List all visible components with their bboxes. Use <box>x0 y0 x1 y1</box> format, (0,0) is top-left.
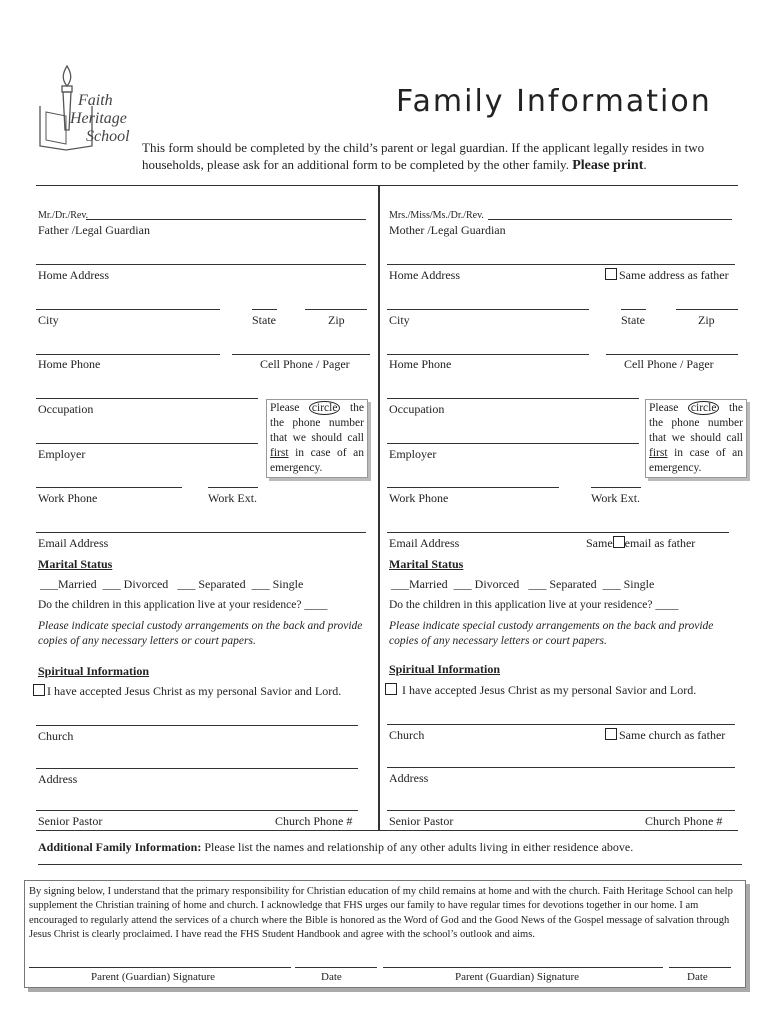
father-occupation-label: Occupation <box>38 402 94 416</box>
intro-please-print: Please print <box>572 158 644 173</box>
father-church-field[interactable] <box>36 725 358 726</box>
mother-home-phone-field[interactable] <box>387 354 589 355</box>
father-state-field[interactable] <box>252 309 277 310</box>
mother-role: Mother /Legal Guardian <box>389 223 506 237</box>
page-title: Family Information <box>396 84 712 119</box>
father-home-address-label: Home Address <box>38 268 109 282</box>
same-email-pre: Same <box>586 536 613 550</box>
mother-divorced-option[interactable]: ___ Divorced <box>453 577 520 591</box>
date-2-field[interactable] <box>669 967 731 968</box>
mother-zip-field[interactable] <box>676 309 738 310</box>
callout-text-1: Please <box>649 402 679 414</box>
father-address-field[interactable] <box>36 264 366 265</box>
father-church-address-field[interactable] <box>36 768 358 769</box>
mother-city-label: City <box>389 313 410 327</box>
mother-accepted-label: I have accepted Jesus Christ as my personal Savior and Lord. <box>402 683 697 697</box>
mother-prefix: Mrs./Miss/Ms./Dr./Rev. <box>389 210 484 221</box>
father-work-ext-field[interactable] <box>208 487 258 488</box>
father-church-label: Church <box>38 729 74 743</box>
mother-city-field[interactable] <box>387 309 589 310</box>
column-divider <box>378 185 380 830</box>
mother-church-address-field[interactable] <box>387 767 735 768</box>
same-address-checkbox[interactable] <box>605 268 617 280</box>
mother-cell-phone-field[interactable] <box>606 354 738 355</box>
additional-info-field[interactable] <box>38 864 742 865</box>
mother-marital-heading: Marital Status <box>389 557 464 571</box>
father-separated-option[interactable]: ___ Separated <box>177 577 246 591</box>
father-email-field[interactable] <box>36 532 366 533</box>
section-rule <box>36 830 738 831</box>
callout-text-3: in case of an emergency. <box>270 447 364 474</box>
intro-body: This form should be completed by the child’s parent or legal guardian. If the applicant legally resides in two households, please ask for an additional form to be completed by the other family. <box>142 140 705 172</box>
father-home-phone-label: Home Phone <box>38 357 101 371</box>
father-spiritual-heading: Spiritual Information <box>38 664 150 678</box>
mother-work-phone-label: Work Phone <box>389 491 449 505</box>
same-email-checkbox[interactable] <box>613 536 625 548</box>
father-prefix: Mr./Dr./Rev. <box>38 210 89 221</box>
circle-word: circle <box>688 401 720 415</box>
mother-emergency-callout: Please circle the the phone number that we should call first in case of an emergency. <box>645 399 747 478</box>
additional-info <box>38 840 633 855</box>
same-church-checkbox[interactable] <box>605 728 617 740</box>
mother-work-phone-field[interactable] <box>387 487 559 488</box>
mother-spiritual-heading: Spiritual Information <box>389 662 501 676</box>
father-zip-field[interactable] <box>305 309 367 310</box>
father-occupation-field[interactable] <box>36 398 258 399</box>
father-accepted-label: I have accepted Jesus Christ as my personal Savior and Lord. <box>47 684 342 698</box>
father-role: Father /Legal Guardian <box>38 223 150 237</box>
mother-work-ext-field[interactable] <box>591 487 641 488</box>
mother-same-email <box>586 536 695 551</box>
mother-zip-label: Zip <box>698 313 715 327</box>
mother-state-label: State <box>621 313 645 327</box>
mother-custody-note: Please indicate special custody arrangements on the back and provide copies of any necessary letters or court papers. <box>389 620 714 647</box>
agreement-box <box>24 880 746 988</box>
mother-employer-label: Employer <box>389 447 437 461</box>
additional-info-text: Please list the names and relationship of any other adults living in either residence above. <box>204 840 634 854</box>
father-accepted-checkbox[interactable] <box>33 684 45 696</box>
father-name-field[interactable] <box>86 219 366 220</box>
callout-text-1: Please <box>270 402 300 414</box>
date-1-label: Date <box>321 971 342 983</box>
mother-address-field[interactable] <box>387 264 735 265</box>
mother-employer-field[interactable] <box>387 443 639 444</box>
callout-text-2: the phone number that we should call <box>270 417 364 444</box>
intro-text: This form should be completed by the child’s parent or legal guardian. If the applicant legally resides in two households, please ask for an additional form to be completed by the other family. Please print. <box>142 140 705 173</box>
mother-accepted <box>385 683 696 698</box>
father-city-label: City <box>38 313 59 327</box>
callout-first: first <box>270 447 289 459</box>
mother-same-church <box>605 728 725 743</box>
father-employer-label: Employer <box>38 447 86 461</box>
mother-home-address-label: Home Address <box>389 268 460 282</box>
father-work-phone-label: Work Phone <box>38 491 98 505</box>
mother-church-phone-label: Church Phone # <box>645 814 723 828</box>
logo-line-3: School <box>86 128 130 145</box>
agreement-text: By signing below, I understand that the primary responsibility for Christian education of my child remains at home and with the church. Faith Heritage School can help supplement the Christian training of home and church. I acknowledge that FHS urges our family to have regular times for devotions together in our home. I am encouraged to regularly attend the services of a church where the Bible is honored as the Word of God and the Good News of the Gospel message of salvation through Jesus Christ is clearly proclaimed. I have read the FHS Student Handbook and agree with the school’s outlook and aims. <box>29 886 733 940</box>
father-church-address-label: Address <box>38 772 78 786</box>
callout-first: first <box>649 447 668 459</box>
mother-single-option[interactable]: ___ Single <box>602 577 655 591</box>
logo-line-1: Faith <box>78 92 113 109</box>
father-married-option[interactable]: ___Married <box>40 577 97 591</box>
father-custody-note: Please indicate special custody arrangements on the back and provide copies of any necessary letters or court papers. <box>38 620 363 647</box>
same-church-label: Same church as father <box>619 728 726 742</box>
father-work-phone-field[interactable] <box>36 487 182 488</box>
same-email-label: email as father <box>624 536 696 550</box>
signature-1-label: Parent (Guardian) Signature <box>91 971 216 983</box>
callout-text-3: in case of an emergency. <box>649 447 743 474</box>
signature-2-field[interactable] <box>383 967 663 968</box>
father-divorced-option[interactable]: ___ Divorced <box>102 577 169 591</box>
mother-separated-option[interactable]: ___ Separated <box>528 577 597 591</box>
father-marital-options <box>40 577 303 592</box>
father-church-phone-label: Church Phone # <box>275 814 353 828</box>
same-address-label: Same address as father <box>619 268 729 282</box>
mother-same-address <box>605 268 729 283</box>
mother-occupation-label: Occupation <box>389 402 445 416</box>
father-pastor-field[interactable] <box>36 810 358 811</box>
mother-email-label: Email Address <box>389 536 460 550</box>
signature-1-field[interactable] <box>29 967 291 968</box>
mother-work-ext-label: Work Ext. <box>591 491 641 505</box>
circle-word: circle <box>309 401 341 415</box>
mother-children-question: Do the children in this application live at your residence? ____ <box>389 599 679 611</box>
father-single-option[interactable]: ___ Single <box>251 577 304 591</box>
father-cell-phone-label: Cell Phone / Pager <box>260 357 350 371</box>
additional-info-label: Additional Family Information: <box>38 840 202 854</box>
father-pastor-label: Senior Pastor <box>38 814 103 828</box>
mother-marital-options <box>391 577 654 592</box>
father-employer-field[interactable] <box>36 443 258 444</box>
header-rule <box>36 185 738 186</box>
father-city-field[interactable] <box>36 309 220 310</box>
mother-state-field[interactable] <box>621 309 646 310</box>
callout-text-2: the phone number that we should call <box>649 417 743 444</box>
father-home-phone-field[interactable] <box>36 354 220 355</box>
father-children-question: Do the children in this application live at your residence? ____ <box>38 599 328 611</box>
mother-pastor-label: Senior Pastor <box>389 814 454 828</box>
mother-name-field[interactable] <box>488 219 732 220</box>
mother-email-field[interactable] <box>387 532 729 533</box>
mother-home-phone-label: Home Phone <box>389 357 452 371</box>
father-cell-phone-field[interactable] <box>232 354 370 355</box>
mother-church-label: Church <box>389 728 425 742</box>
father-zip-label: Zip <box>328 313 345 327</box>
date-1-field[interactable] <box>295 967 377 968</box>
father-work-ext-label: Work Ext. <box>208 491 258 505</box>
father-accepted <box>33 684 341 699</box>
father-state-label: State <box>252 313 276 327</box>
mother-occupation-field[interactable] <box>387 398 639 399</box>
mother-church-address-label: Address <box>389 771 429 785</box>
mother-married-option[interactable]: ___Married <box>391 577 448 591</box>
father-email-label: Email Address <box>38 536 109 550</box>
father-emergency-callout: Please circle the the phone number that we should call first in case of an emergency. <box>266 399 368 478</box>
signature-2-label: Parent (Guardian) Signature <box>455 971 580 983</box>
mother-pastor-field[interactable] <box>387 810 735 811</box>
mother-accepted-checkbox[interactable] <box>385 683 397 695</box>
logo-line-2: Heritage <box>70 110 127 127</box>
mother-church-field[interactable] <box>387 724 735 725</box>
date-2-label: Date <box>687 971 708 983</box>
mother-cell-phone-label: Cell Phone / Pager <box>624 357 714 371</box>
father-marital-heading: Marital Status <box>38 557 113 571</box>
